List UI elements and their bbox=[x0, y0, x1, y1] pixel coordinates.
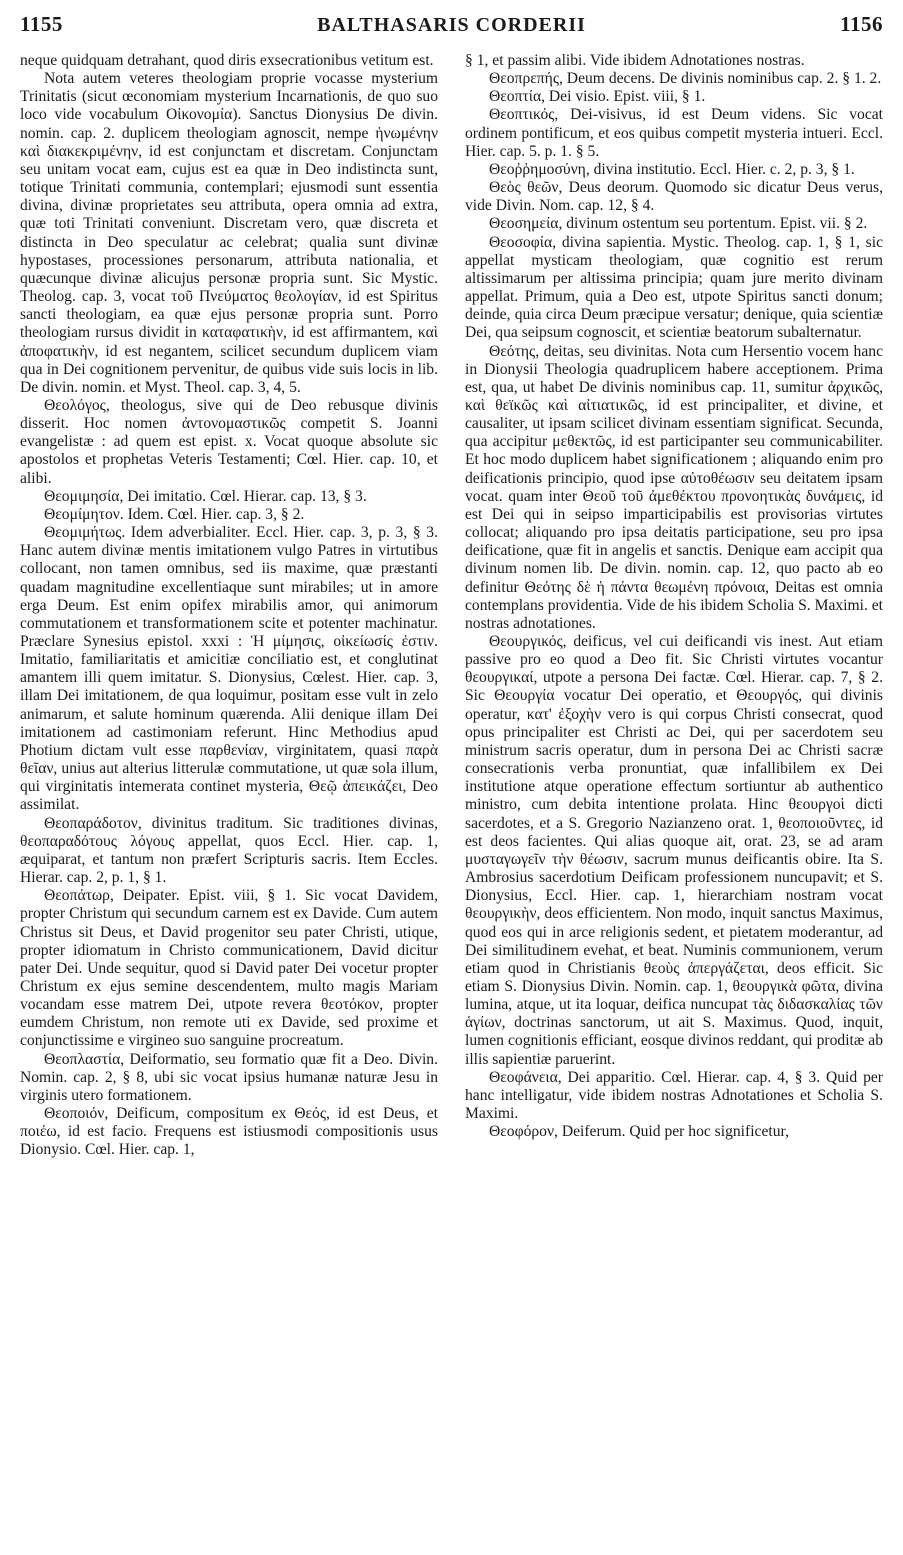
left-column bbox=[20, 52, 438, 1542]
dictionary-entry: Θεομιμησία, Dei imitatio. Cœl. Hierar. cap. 13, § 3. bbox=[44, 487, 367, 505]
dictionary-entry: Θεὸς θεῶν, Deus deorum. Quomodo sic dicatur Deus verus, vide Divin. Nom. cap. 12, § 4. bbox=[465, 179, 883, 215]
dictionary-entry: Θεοπτικός, Dei-visivus, id est Deum videns. Sic vocat ordinem pontificum, et eos quibus competit mysteria intueri. Eccl. Hier. cap. 5. p. 1. § 5. bbox=[465, 106, 883, 160]
dictionary-entry: Θεοφάνεια, Dei apparitio. Cœl. Hierar. cap. 4, § 3. Quid per hanc intelligatur, vide ibidem nostras Adnotationes et Scholia S. Maximi. bbox=[465, 1068, 883, 1123]
dictionary-entry: Θεοπαράδοτον, divinitus traditum. Sic traditiones divinas, θεοπαραδότους λόγους appellat, quos Eccl. Hier. cap. 1, æquiparat, et tantum non præfert Scripturis sacris. Item Eccles. Hierar. cap. 2, p. 1, § 1. bbox=[20, 814, 438, 887]
dictionary-entry: Θεομίμητον. Idem. Cœl. Hier. cap. 3, § 2. bbox=[44, 505, 305, 523]
dictionary-entry: Θεοσημεία, divinum ostentum seu portentum. Epist. vii. § 2. bbox=[489, 215, 868, 233]
dictionary-entry: Θεοσοφία, divina sapientia. Mystic. Theolog. cap. 1, § 1, sic appellat mysticam theologiam, quæ cognitio est rerum altissimarum per altissima principia; quam jure merito divinam appellat. Primum, quia a Deo est, utpote Spiritus sancti donum; deinde, quia circa Deum præcipue versatur; denique, quia scientiæ Dei, qua seipsum cognoscit, et scientiæ beatorum subalternatur. bbox=[465, 233, 883, 342]
dictionary-entry: Θεομιμήτως. Idem adverbialiter. Eccl. Hier. cap. 3, p. 3, § 3. Hanc autem divinæ mentis imitationem vulgo Patres in virtutibus collocant, non tamen omnibus, sed iis maxime, quæ præstanti quadam magnitudine excellentiaque sunt mirabiles; ut in amore erga Deum. Est enim opifex mirabilis amor, qui animorum commutationem et transformationem scite et potenter machinatur. Præclare Synesius epistol. xxxi : Ἡ μίμησις, οἰκείωσίς ἐστιν. Imitatio, familiaritatis et amicitiæ conciliatio est, et conglutinat amantem illi quem imitatur. S. Dionysius, Cœlest. Hier. cap. 3, illam Dei imitationem, de qua loquimur, positam esse vult in zelo animarum, et salute hominum quærenda. Alii denique illam Dei imitationem ad castimoniam referunt. Hinc Methodius apud Photium dictam vult esse παρθενίαν, virginitatem, quasi παρὰ θεῖαν, unius aut alterius litterulæ commutatione, ut quæ sola illum, qui virginitatis intemerata continet mysteria, Θεῷ ἀπεικάζει, Deo assimilat. bbox=[20, 524, 438, 814]
paragraph: § 1, et passim alibi. Vide ibidem Adnotationes nostras. bbox=[465, 52, 805, 69]
page-number-left: 1155 bbox=[20, 12, 63, 36]
page-number-right: 1156 bbox=[840, 12, 883, 36]
dictionary-entry: Θεουργικός, deificus, vel cui deificandi vis inest. Aut etiam passive pro eo quod a Deo fit. Sic Christi virtutes vocantur θεουργικαί, utpote a persona Dei factæ. Cœl. Hierar. cap. 7, § 2. Sic Θεουργία vocatur Dei operatio, et Θεουργός, qui divinis operatur, κατ' ἐξοχὴν vero is qui corpus Christi consecrat, quod opus principaliter est Christi ac Dei, qui per sacerdotem seu ministrum sacris operatur, dum in persona Dei ac Christi sacræ consecrationis verba pronuntiat, quæ infallibilem ex Dei institutione atque operatione effectum sortiuntur ab authentico ministro, cum debita intentione prolata. Hinc θεουργοὶ dicti sacerdotes, et a S. Gregorio Nazianzeno orat. 1, θεοποιοῦντες, id est deos facientes. Qui alias quoque ait, orat. 23, se ad aram μυσταγωγεῖν τὴν θέωσιν, sacrum munus deificantis obire. Ita S. Ambrosius sacerdotium Deificam professionem nuncupavit; et S. Dionysius, Eccl. Hier. cap. 1, hierarchiam nostram vocat θεουργικὴν, deos efficientem. Non modo, inquit sanctus Maximus, quod eos qui in arce religionis sedent, et pietatem moderantur, ad Dei similitudinem evehat, et beat. Numinis communionem, verum etiam quod in Christianis θεοὺς ἀπεργάζεται, deos efficit. Sic etiam S. Dionysius Divin. Nomin. cap. 1, θεουργικὰ φῶτα, divina lumina, atque, ut ita loquar, deifica nuncupat τὰς διδασκαλίας τῶν ἁγίων, doctrinas sanctorum, ut ait S. Maximus. Quod, inquit, lumen cognitionis efficiant, eosque divinos reddant, qui proditæ ab illis sapientiæ paruerint. bbox=[465, 633, 883, 1068]
right-column bbox=[465, 52, 883, 1542]
dictionary-entry: Θεότης, deitas, seu divinitas. Nota cum Hersentio vocem hanc in Dionysii Theologia quadruplicem habere acceptionem. Prima est, qua, ut habet De divinis nominibus cap. 11, sumitur ἀρχικῶς, καὶ θεϊκῶς καὶ αἰτιατικῶς, id est principaliter, et divine, et causaliter, ut ipsam scilicet divinam essentiam significat. Secunda, qua accipitur μεθεκτῶς, id est participanter seu communicabiliter. Et hoc modo duplicem habet significationem ; aliquando enim pro deificationis principio, quod ipse αὐτοθέωσιν seu deitatem ipsam vocat. quam inter Θεοῦ τοῦ ἀμεθέκτου προνοητικὰς δυνάμεις, id est Dei qui in seipso imparticipabilis est provisorias virtutes collocat; aliquando pro ipsa deitatis participatione, seu pro ipsa deificatione, quæ fit in angelis et sanctis. Denique eam accipit qua divinum nomen lib. De divin. nomin. cap. 12, quo pacto ab eo definitur Θεότης δὲ ἡ πάντα θεωμένη πρόνοια, Deitas est omnia contemplans providentia. Vide de his ibidem Scholia S. Maximi. et nostras adnotationes. bbox=[465, 342, 883, 632]
dictionary-entry: Θεολόγος, theologus, sive qui de Deo rebusque divinis disserit. Hoc nomen ἀντονομαστικῶς competit S. Joanni evangelistæ : ad quem est epist. x. Vocat quoque absolute sic apostolos et prophetas Veteris Testamenti; Cœl. Hier. cap. 10, et alibi. bbox=[20, 396, 438, 487]
running-title: BALTHASARIS CORDERII bbox=[317, 14, 586, 36]
dictionary-entry: Θεοπάτωρ, Deipater. Epist. viii, § 1. Sic vocat Davidem, propter Christum qui secundum carnem est ex Davide. Cum autem Christus sit Deus, et David progenitor seu pater Christi, utique, propter idiomatum in Christo communicationem, David dicitur pater Dei. Unde sequitur, quod si David pater Dei vocetur propter Christum ex ejus semine descendentem, multo magis Mariam vocandam esse matrem Dei, utpote revera θεοτόκον, propter eumdem Christum, non remote uti ex Davide, sed proxime et conjunctissime e virgineo suo sanguine procreatum. bbox=[20, 887, 438, 1050]
dictionary-entry: Θεοπλαστία, Deiformatio, seu formatio quæ fit a Deo. Divin. Nomin. cap. 2, § 8, ubi sic vocat ipsius humanæ naturæ Jesu in virginis utero formationem. bbox=[20, 1050, 438, 1104]
dictionary-entry: Θεοπρεπής, Deum decens. De divinis nominibus cap. 2. § 1. 2. bbox=[489, 70, 882, 88]
dictionary-entry: Θεοφόρον, Deiferum. Quid per hoc significetur, bbox=[489, 1123, 789, 1141]
dictionary-entry: Θεοῤῥημοσύνη, divina institutio. Eccl. Hier. c. 2, p. 3, § 1. bbox=[489, 160, 855, 178]
paragraph: neque quidquam detrahant, quod diris exsecrationibus vetitum est. bbox=[20, 52, 434, 69]
paragraph: Nota autem veteres theologiam proprie vocasse mysterium Trinitatis (sicut œconomiam mysterium Incarnationis, de quo suo loco vide vocabulum Οἰκονομία). Sanctus Dionysius De divin. nomin. cap. 2. duplicem theologiam agnoscit, nempe ἡνωμένην καὶ διακεκριμένην, id est conjunctam et discretam. Conjunctam seu unitam vocat eam, cujus est ea quæ in Deo indistincta sunt, totique Trinitati communia, contemplari; ejusmodi sunt essentia divina, divinæ proprietates seu attributa, opera omnia ad extra, quæ toti Trinitati conveniunt. Discretam vero, quæ discreta et distincta in Deo speculatur ac celebrat; qualia sunt divinæ hypostases, processiones personarum, attributa nationalia, et quæcunque divinæ alicujus personæ propria sunt. Sic Mystic. Theolog. cap. 3, vocat τοῦ Πνεύματος θεολογίαν, id est Spiritus sancti theologiam, ea quæ ejus personæ propria sunt. Porro theologiam rursus dividit in καταφατικὴν, id est affirmantem, καὶ ἀποφατικὴν, id est negantem, scilicet secundum duplicem viam qua in Dei cognitionem pervenitur, de quibus vide suis locis in lib. De divin. nomin. et Myst. Theol. cap. 3, 4, 5. bbox=[20, 70, 438, 396]
dictionary-entry: Θεοποιόν, Deificum, compositum ex Θεός, id est Deus, et ποιέω, id est facio. Frequens est istiusmodi compositionis usus Dionysio. Cœl. Hier. cap. 1, bbox=[20, 1105, 438, 1159]
page-header bbox=[20, 12, 883, 40]
text-columns bbox=[20, 52, 883, 1542]
dictionary-entry: Θεοπτία, Dei visio. Epist. viii, § 1. bbox=[489, 88, 706, 106]
